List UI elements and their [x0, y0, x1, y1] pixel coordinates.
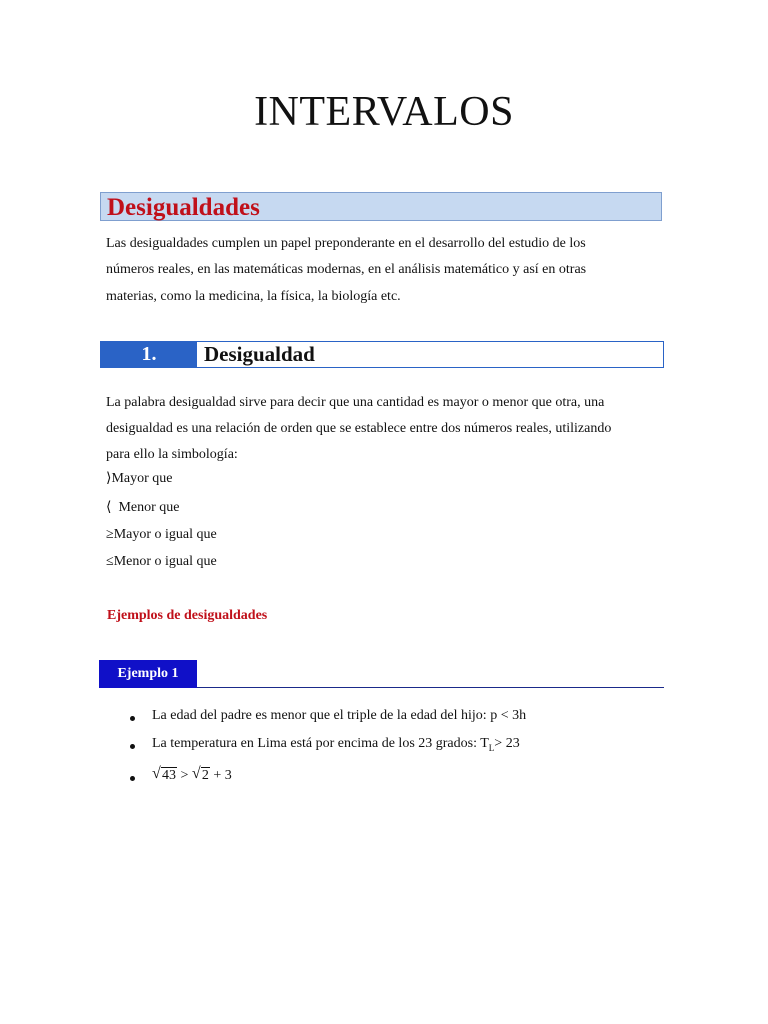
symbol-item [106, 554, 217, 570]
section-heading-text: Desigualdades [107, 194, 260, 221]
bullet-text-main: La temperatura en Lima está por encima de los 23 grados: T [152, 736, 489, 751]
section-number: 1. [101, 342, 197, 367]
bullet-text [152, 736, 520, 753]
numbered-heading-text: Desigualdad [204, 342, 315, 366]
paragraph-line: números reales, en las matemáticas modernas, en el análisis matemático y así en otras [106, 262, 587, 277]
example-divider [197, 687, 664, 688]
symbol-item [106, 527, 217, 543]
less-equal-symbol: ≤ [106, 554, 114, 569]
symbol-label: Mayor o igual que [113, 527, 217, 542]
numbered-heading-desigualdad [100, 341, 664, 368]
subscript: L [488, 742, 495, 753]
bullet-text-tail: > 23 [494, 736, 520, 751]
example-tab: Ejemplo 1 [99, 660, 197, 688]
paragraph-line: materias, como la medicina, la física, la biología etc. [106, 289, 401, 304]
greater-than-symbol: ⟩ [106, 471, 112, 486]
symbol-label: Mayor que [111, 471, 173, 486]
less-than-symbol: ⟨ [106, 500, 112, 515]
symbol-item [106, 470, 173, 487]
bullet-icon [130, 744, 135, 749]
symbol-label: Menor que [111, 500, 180, 515]
bullet-icon [130, 776, 135, 781]
section-heading-desigualdades [100, 192, 662, 221]
paragraph-line: La palabra desigualdad sirve para decir que una cantidad es mayor o menor que otra, una [106, 395, 605, 410]
plus-three: + 3 [213, 768, 232, 783]
symbol-item [106, 499, 180, 516]
greater-equal-symbol: ≥ [106, 527, 114, 542]
sqrt-43: √ 43 [152, 765, 176, 783]
examples-heading: Ejemplos de desigualdades [107, 608, 268, 623]
bullet-icon [130, 716, 135, 721]
paragraph-line: desigualdad es una relación de orden que se establece entre dos números reales, utilizando [106, 421, 612, 436]
math-expression [152, 765, 232, 784]
sqrt-2: √ 2 [191, 765, 209, 783]
paragraph-line: Las desigualdades cumplen un papel preponderante en el desarrollo del estudio de los [106, 236, 586, 251]
symbol-label: Menor o igual que [113, 554, 217, 569]
bullet-text: La edad del padre es menor que el triple de la edad del hijo: p < 3h [152, 708, 527, 723]
gt-operator: > [180, 768, 189, 783]
paragraph-line: para ello la simbología: [106, 447, 238, 462]
page-title: INTERVALOS [254, 89, 514, 135]
